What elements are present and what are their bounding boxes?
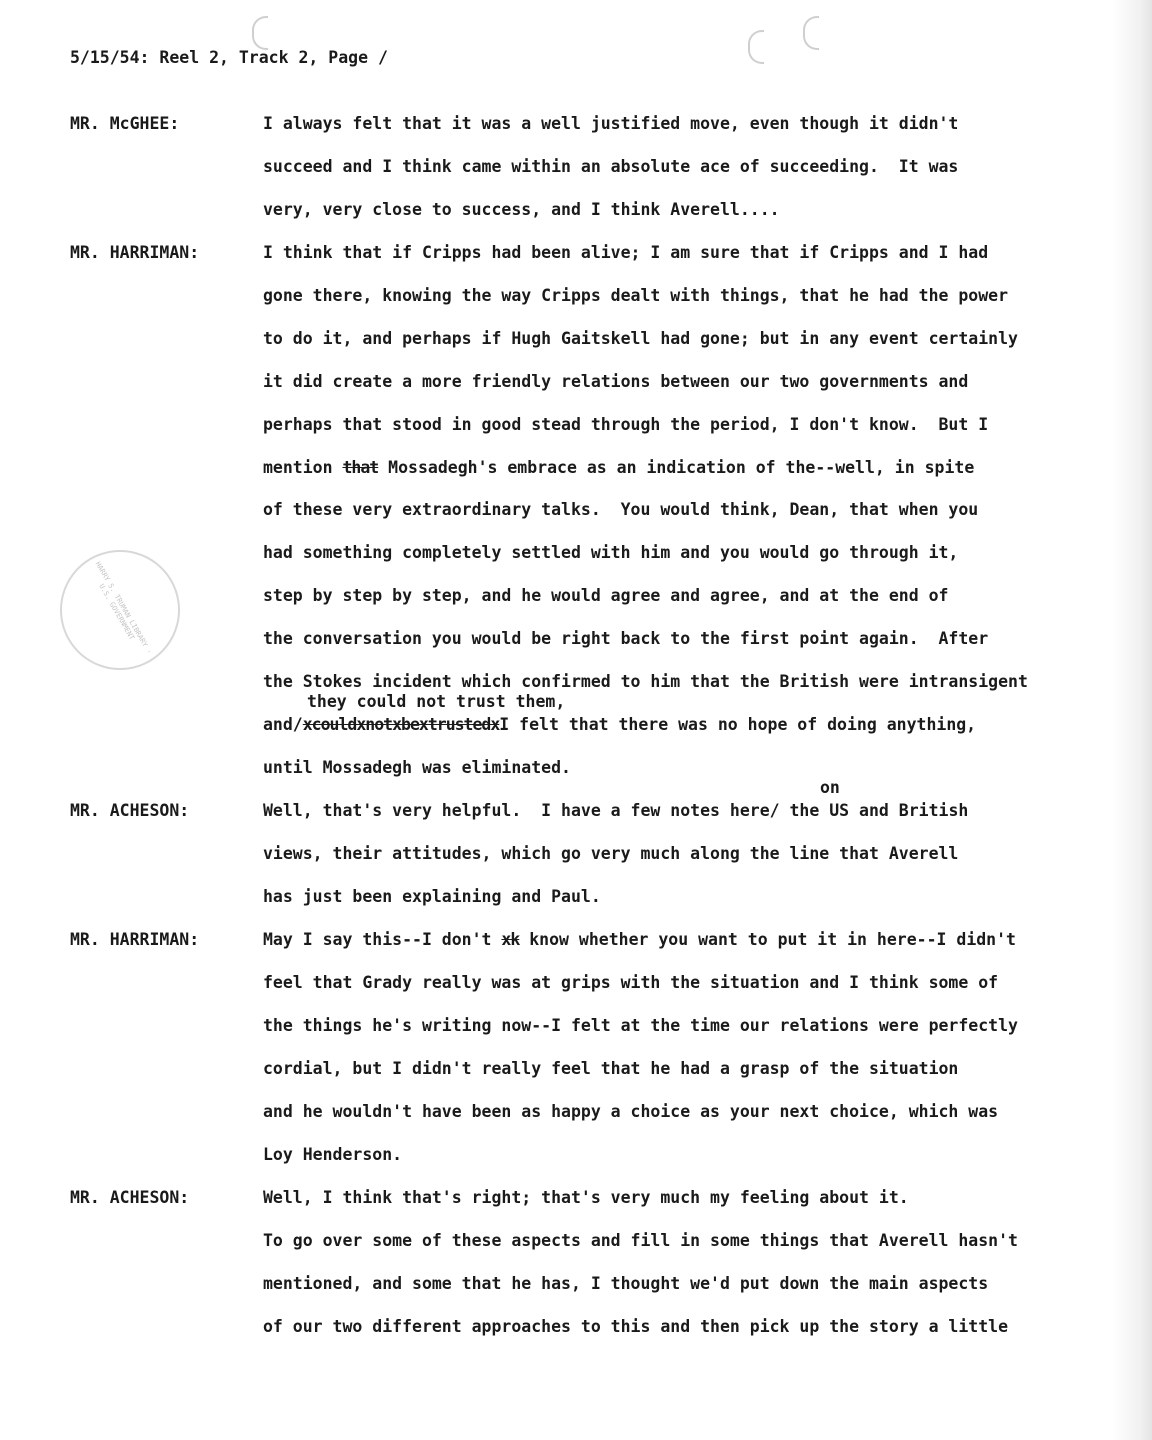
transcript-line: succeed and I think came within an absolute ace of succeeding. It was	[263, 157, 959, 176]
speaker-label: MR. ACHESON:	[70, 1188, 190, 1207]
transcript-line: I think that if Cripps had been alive; I am sure that if Cripps and I had	[263, 243, 989, 262]
struck-text: xcouldxnotxbextrustedx	[302, 715, 500, 734]
transcript-line: gone there, knowing the way Cripps dealt with things, that he had the power	[263, 286, 1009, 305]
punch-hole-mark	[252, 16, 268, 50]
transcript-line: I always felt that it was a well justified move, even though it didn't	[263, 114, 959, 133]
transcript-line: had something completely settled with him and you would go through it,	[263, 543, 959, 562]
speaker-label: MR. HARRIMAN:	[70, 930, 200, 949]
transcript-line: views, their attitudes, which go very much along the line that Averell	[263, 844, 959, 863]
transcript-line: the conversation you would be right back to the first point again. After	[263, 629, 989, 648]
transcript-line: feel that Grady really was at grips with the situation and I think some of	[263, 973, 999, 992]
transcript-line	[263, 930, 1016, 949]
transcript-line: it did create a more friendly relations between our two governments and	[263, 372, 969, 391]
punch-hole-mark	[748, 30, 764, 64]
transcript-line: has just been explaining and Paul.	[263, 887, 601, 906]
library-stamp: HARRY S. TRUMAN LIBRARY · U.S. GOVERNMENT	[38, 528, 202, 692]
speaker-label: MR. ACHESON:	[70, 801, 190, 820]
transcript-line: To go over some of these aspects and fill in some things that Averell hasn't	[263, 1231, 1018, 1250]
transcript-line	[263, 801, 968, 820]
line-segment: the US and British	[789, 801, 969, 820]
transcript-line: Loy Henderson.	[263, 1145, 403, 1164]
speaker-label: MR. McGHEE:	[70, 114, 180, 133]
line-segment: Mossadegh's embrace as an indication of the--well, in spite	[378, 458, 975, 477]
page-edge-shadow	[1112, 0, 1152, 1440]
transcript-line: the things he's writing now--I felt at the time our relations were perfectly	[263, 1016, 1018, 1035]
page-header: 5/15/54: Reel 2, Track 2, Page /	[70, 48, 388, 67]
line-segment: and/	[263, 715, 303, 734]
transcript-line: the Stokes incident which confirmed to him that the British were intransigent	[263, 672, 1028, 691]
punch-hole-mark	[803, 16, 819, 50]
transcript-line: of these very extraordinary talks. You would think, Dean, that when you	[263, 500, 979, 519]
inserted-text: on	[820, 778, 840, 797]
line-segment: I felt that there was no hope of doing anything,	[499, 715, 977, 734]
line-segment: Well, that's very helpful. I have a few notes here/	[263, 801, 790, 820]
inserted-text: they could not trust them,	[307, 692, 566, 711]
transcript-line: Well, I think that's right; that's very much my feeling about it.	[263, 1188, 909, 1207]
line-segment: May I say this--I don't	[263, 930, 502, 949]
transcript-line: step by step by step, and he would agree and agree, and at the end of	[263, 586, 949, 605]
transcript-line	[263, 715, 976, 734]
transcript-line: very, very close to success, and I think Averell....	[263, 200, 780, 219]
transcript-line: of our two different approaches to this and then pick up the story a little	[263, 1317, 1009, 1336]
line-segment: know whether you want to put it in here--I didn't	[519, 930, 1016, 949]
speaker-label: MR. HARRIMAN:	[70, 243, 200, 262]
struck-text: xk	[501, 930, 520, 949]
transcript-line: and he wouldn't have been as happy a choice as your next choice, which was	[263, 1102, 999, 1121]
transcript-line: until Mossadegh was eliminated.	[263, 758, 571, 777]
transcript-line: mentioned, and some that he has, I thought we'd put down the main aspects	[263, 1274, 989, 1293]
transcript-line	[263, 458, 974, 477]
transcript-line: cordial, but I didn't really feel that he had a grasp of the situation	[263, 1059, 959, 1078]
transcript-line: perhaps that stood in good stead through the period, I don't know. But I	[263, 415, 989, 434]
struck-text: that	[342, 458, 379, 477]
line-segment: mention	[263, 458, 343, 477]
transcript-line: to do it, and perhaps if Hugh Gaitskell had gone; but in any event certainly	[263, 329, 1018, 348]
